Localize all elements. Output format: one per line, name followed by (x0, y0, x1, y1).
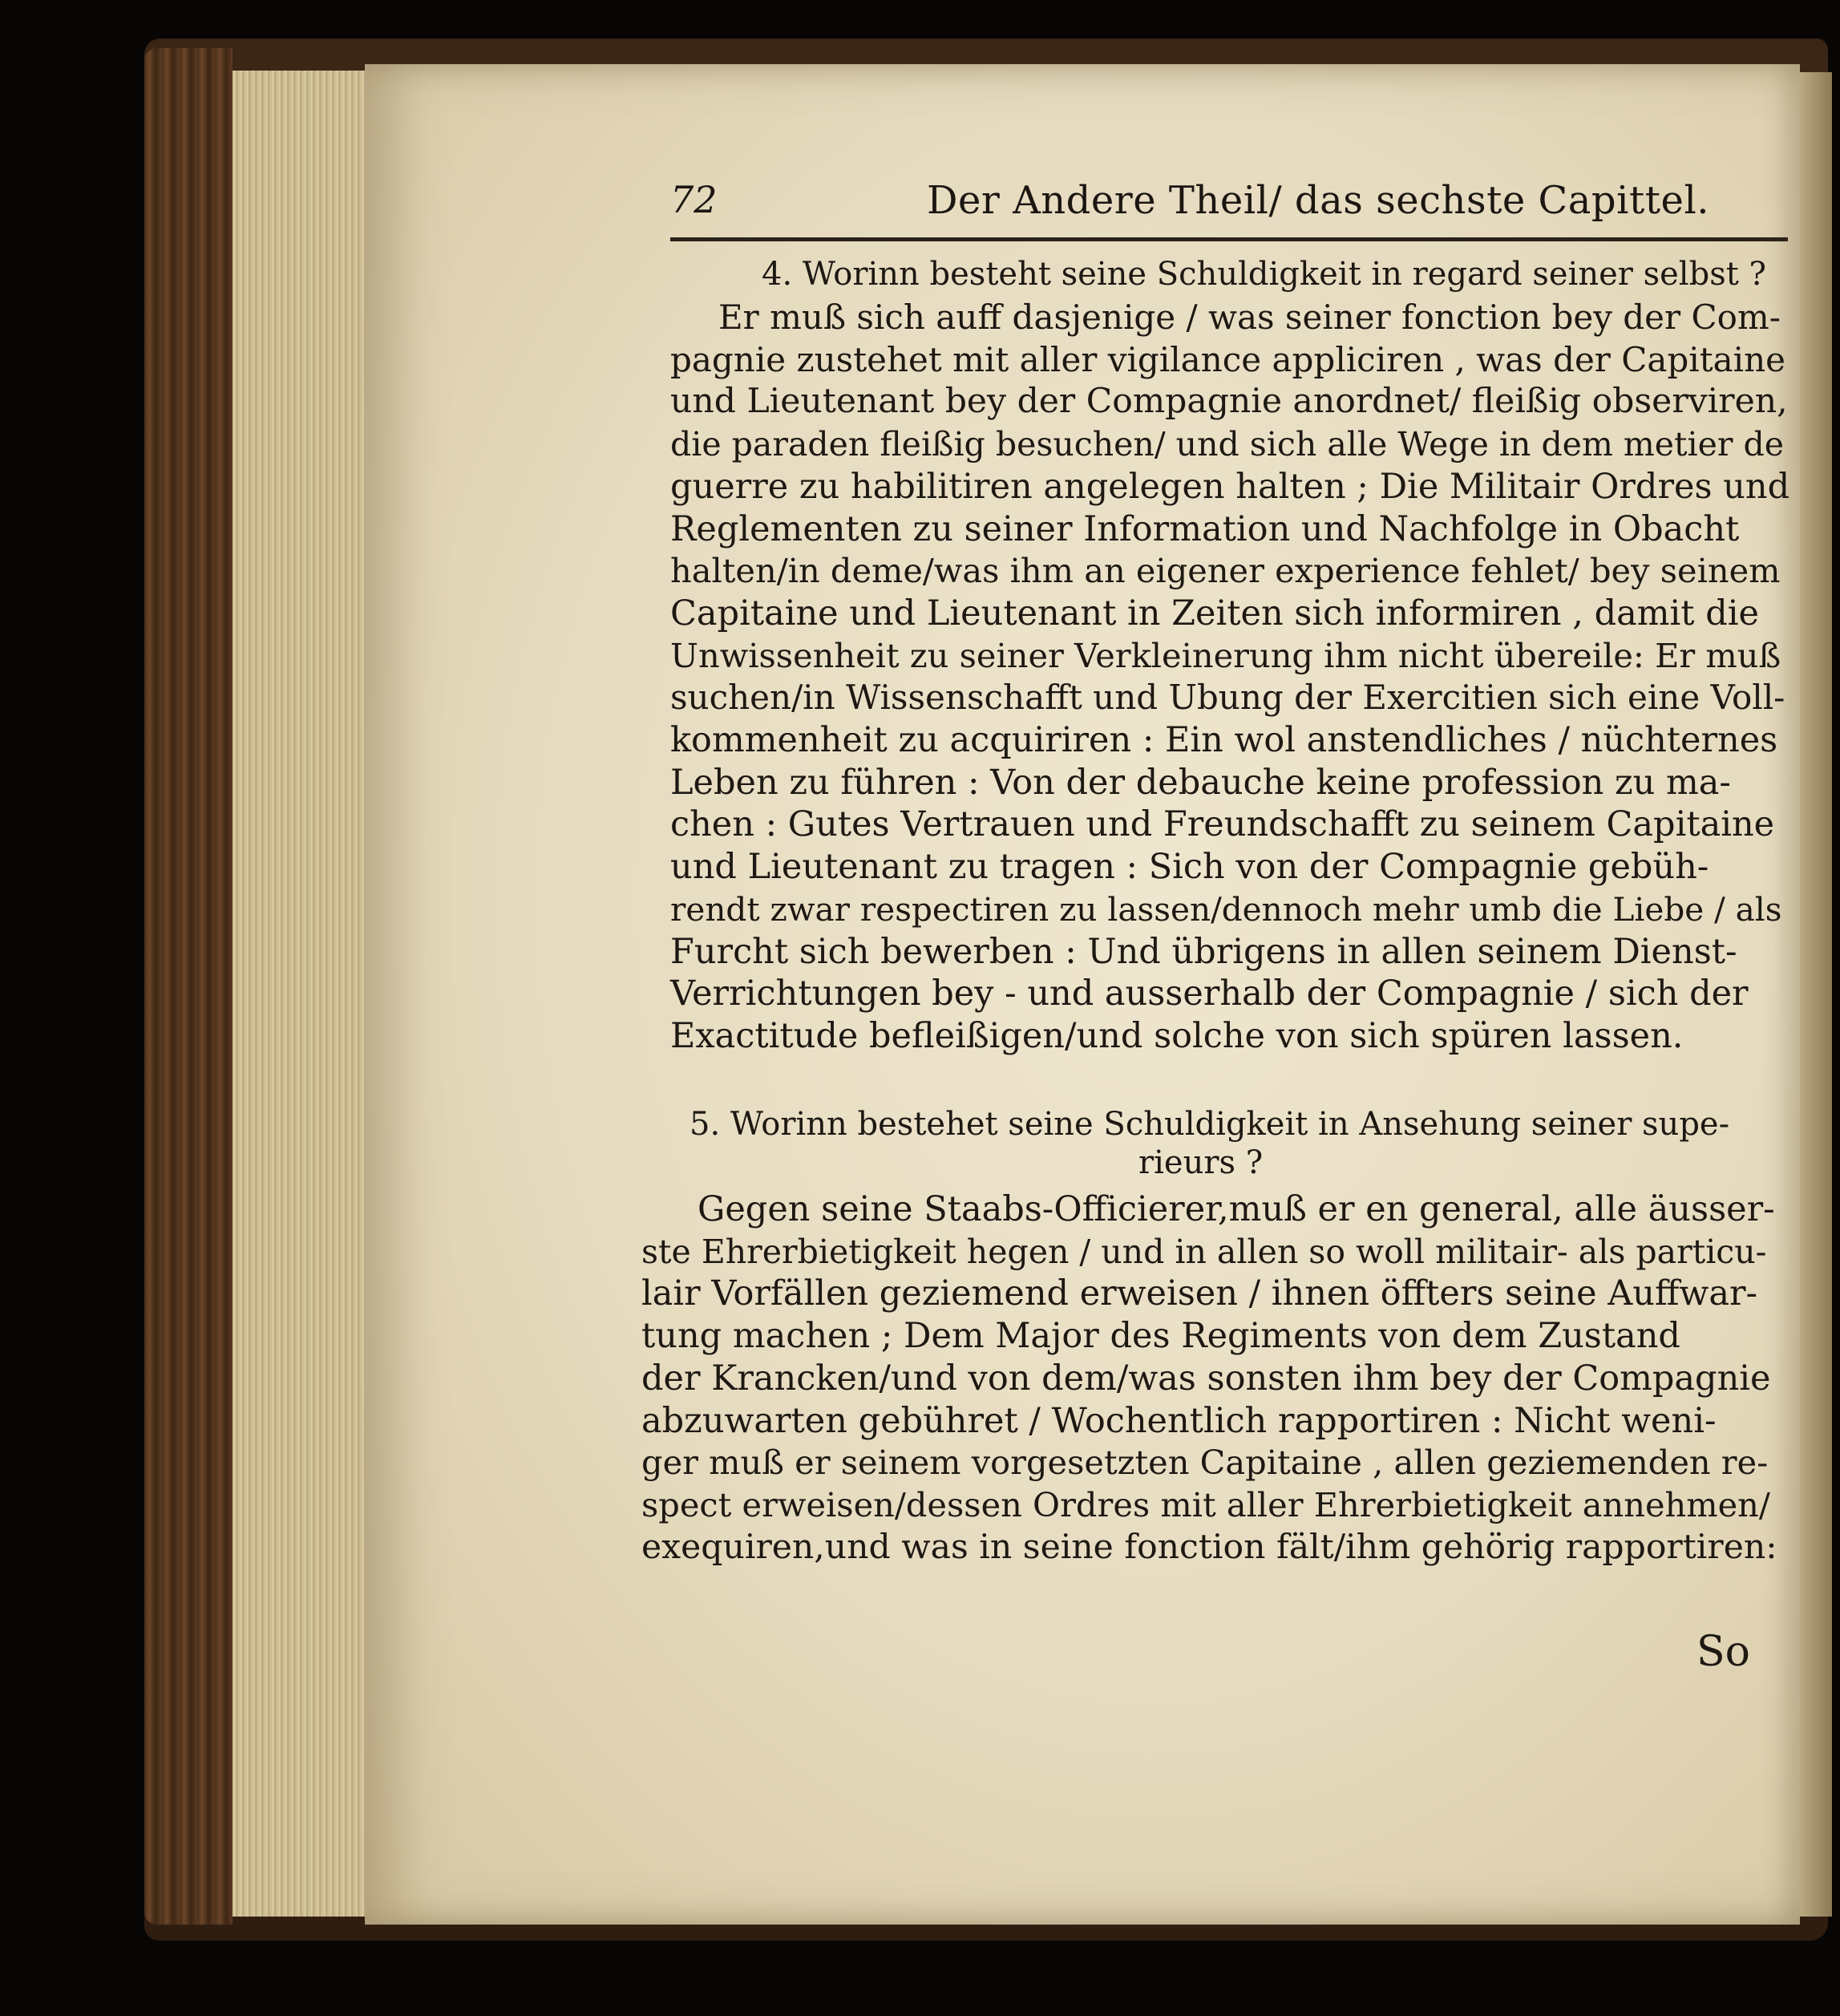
answer-5-line: ger muß er seinem vorgesetzten Capitaine , allen geziemenden re- (641, 1443, 1769, 1483)
page-header (670, 178, 1793, 226)
answer-4-line: und Lieutenant zu tragen : Sich von der Compagnie gebüh- (670, 847, 1709, 888)
answer-5-line: exequiren,und was in seine fonction fält/ihm gehörig rapportiren: (641, 1527, 1777, 1567)
answer-4-line: guerre zu habilitiren angelegen halten ; Die Militair Ordres und (670, 466, 1790, 507)
question-5 (689, 1105, 1812, 1182)
question-5-line: rieurs ? (1138, 1144, 1264, 1181)
answer-4-line: rendt zwar respectiren zu lassen/dennoch mehr umb die Liebe / als (670, 889, 1782, 929)
answer-4-line: suchen/in Wissenschafft und Ubung der Exercitien sich eine Voll- (670, 678, 1785, 718)
page-number: 72 (670, 178, 718, 221)
page-edges (233, 71, 369, 1917)
answer-5-line: Gegen seine Staabs-Officierer,muß er en general, alle äusser- (698, 1189, 1775, 1229)
book-spine (144, 48, 233, 1925)
answer-4-line: Exactitude befleißigen/und solche von sich spüren lassen. (670, 1015, 1684, 1056)
question-4-text: 4. Worinn besteht seine Schuldigkeit in regard seiner selbst ? (762, 256, 1766, 293)
answer-5-line: der Krancken/und von dem/was sonsten ihm bey der Compagnie (641, 1358, 1771, 1399)
answer-4-line: Leben zu führen : Von der debauche keine profession zu ma- (670, 762, 1731, 803)
answer-4-line: Reglementen zu seiner Information und Nachfolge in Obacht (670, 508, 1740, 549)
answer-5-line: ste Ehrerbietigkeit hegen / und in allen so woll militair- als particu- (641, 1232, 1767, 1271)
answer-4-line: Unwissenheit zu seiner Verkleinerung ihm nicht übereile: Er muß (670, 635, 1781, 675)
answer-5-line: abzuwarten gebühret / Wochentlich rapportiren : Nicht weni- (641, 1400, 1717, 1441)
answer-4-line: Furcht sich bewerben : Und übrigens in allen seinem Dienst- (670, 931, 1737, 972)
answer-5-line: tung machen ; Dem Major des Regiments von dem Zustand (641, 1316, 1680, 1357)
answer-4-line: Er muß sich auff dasjenige / was seiner fonction bey der Com- (718, 298, 1781, 337)
answer-4-line: halten/in deme/was ihm an eigener experience fehlet/ bey seinem (670, 551, 1781, 591)
answer-4-line: pagnie zustehet mit aller vigilance appliciren , was der Capitaine (670, 339, 1785, 379)
header-rule (670, 237, 1788, 241)
answer-4-line: chen : Gutes Vertrauen und Freundschafft zu seinem Capitaine (670, 804, 1775, 845)
answer-5-line: lair Vorfällen geziemend erweisen / ihnen öffters seine Auffwar- (641, 1273, 1758, 1314)
answer-4-line: die paraden fleißig besuchen/ und sich alle Wege in dem metier de (670, 425, 1784, 464)
answer-4-paragraph (670, 297, 1793, 1058)
answer-4-line: kommenheit zu acquiriren : Ein wol anstendliches / nüchternes (670, 720, 1778, 761)
facing-page-edge (1800, 72, 1832, 1917)
answer-4-line: und Lieutenant bey der Compagnie anordnet/ fleißig observiren, (670, 382, 1788, 422)
question-5-line: 5. Worinn bestehet seine Schuldigkeit in Ansehung seiner supe- (689, 1106, 1730, 1143)
question-4 (762, 255, 1840, 293)
answer-4-line: Verrichtungen bey - und ausserhalb der Compagnie / sich der (670, 974, 1749, 1014)
answer-5-line: spect erweisen/dessen Ordres mit aller Ehrerbietigkeit annehmen/ (641, 1484, 1770, 1524)
running-head: Der Andere Theil/ das sechste Capittel. (927, 178, 1710, 223)
answer-5-paragraph (641, 1188, 1780, 1569)
answer-4-line: Capitaine und Lieutenant in Zeiten sich informiren , damit die (670, 593, 1759, 634)
catchword: So (1696, 1628, 1750, 1676)
